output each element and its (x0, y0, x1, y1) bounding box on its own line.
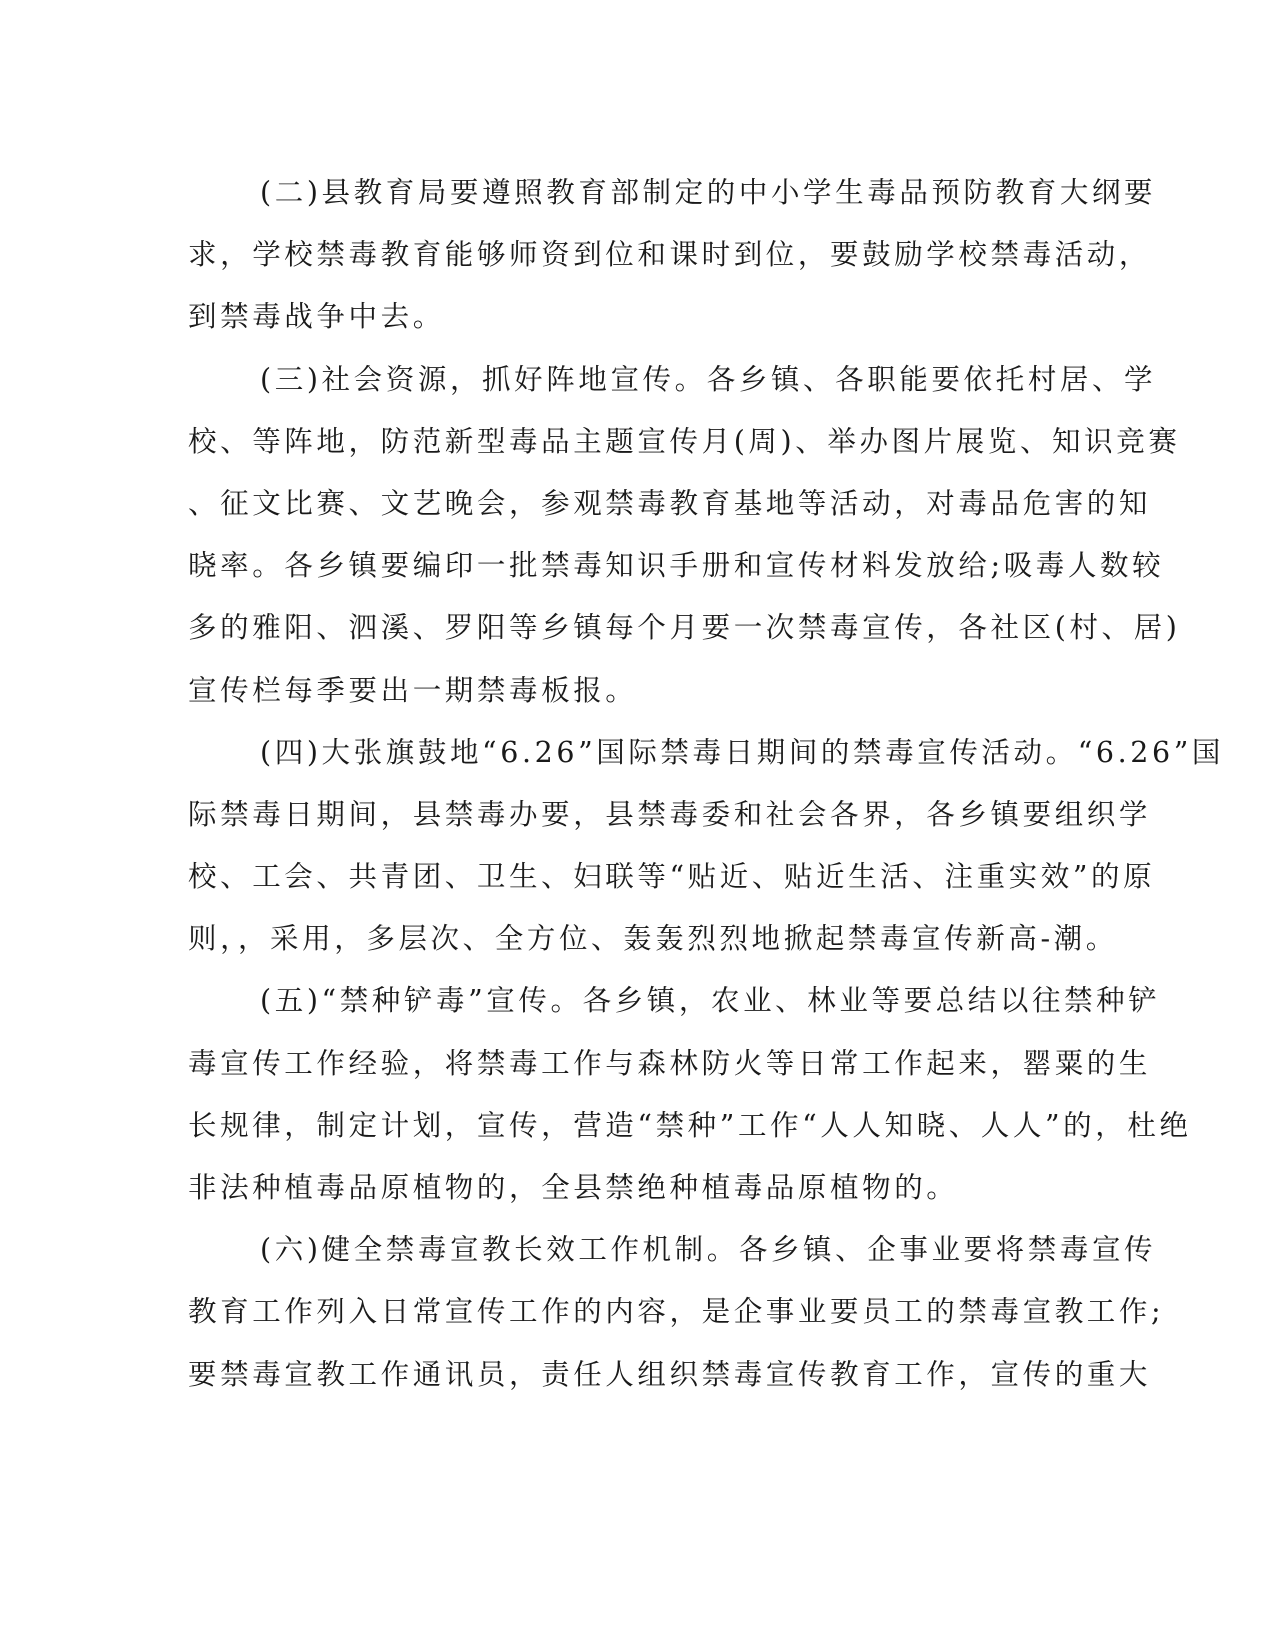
text-line: 、征文比赛、文艺晚会，参观禁毒教育基地等活动，对毒品危害的知 (188, 486, 1152, 520)
text-line: (五)“禁种铲毒”宣传。各乡镇，农业、林业等要总结以往禁种铲 (260, 984, 1161, 1018)
text-line: 宣传栏每季要出一期禁毒板报。 (188, 673, 638, 707)
text-line: (二)县教育局要遵照教育部制定的中小学生毒品预防教育大纲要 (260, 176, 1157, 209)
text-line: 教育工作列入日常宣传工作的内容，是企事业要员工的禁毒宣教工作; (188, 1295, 1165, 1329)
text-line: 非法种植毒品原植物的，全县禁绝种植毒品原植物的。 (188, 1171, 959, 1204)
text-line: 长规律，制定计划，宣传，营造“禁种”工作“人人知晓、人人”的，杜绝 (188, 1108, 1192, 1142)
text-line: (六)健全禁毒宣教长效工作机制。各乡镇、企事业要将禁毒宣传 (260, 1233, 1157, 1267)
text-line: (四)大张旗鼓地“6.26”国际禁毒日期间的禁毒宣传活动。“6.26”国 (260, 735, 1225, 769)
text-line: 际禁毒日期间，县禁毒办要，县禁毒委和社会各界，各乡镇要组织学 (188, 797, 1152, 831)
text-line: 多的雅阳、泗溪、罗阳等乡镇每个月要一次禁毒宣传，各社区(村、居) (188, 611, 1181, 645)
text-line: 晓率。各乡镇要编印一批禁毒知识手册和宣传材料发放给;吸毒人数较 (188, 549, 1165, 583)
text-line: (三)社会资源，抓好阵地宣传。各乡镇、各职能要依托村居、学 (260, 362, 1157, 396)
text-line: 校、等阵地，防范新型毒品主题宣传月(周)、举办图片展览、知识竞赛 (188, 424, 1181, 458)
text-line: 则，，采用，多层次、全方位、轰轰烈烈地掀起禁毒宣传新高-潮。 (188, 922, 1118, 956)
text-line: 要禁毒宣教工作通讯员，责任人组织禁毒宣传教育工作，宣传的重大 (188, 1357, 1152, 1391)
body-text (188, 162, 1225, 1406)
text-line: 求，学校禁毒教育能够师资到位和课时到位，要鼓励学校禁毒活动， (188, 238, 1152, 272)
text-line: 到禁毒战争中去。 (188, 300, 445, 334)
text-line: 毒宣传工作经验，将禁毒工作与森林防火等日常工作起来，罂粟的生 (188, 1046, 1152, 1080)
text-line: 校、工会、共青团、卫生、妇联等“贴近、贴近生活、注重实效”的原 (188, 860, 1156, 894)
